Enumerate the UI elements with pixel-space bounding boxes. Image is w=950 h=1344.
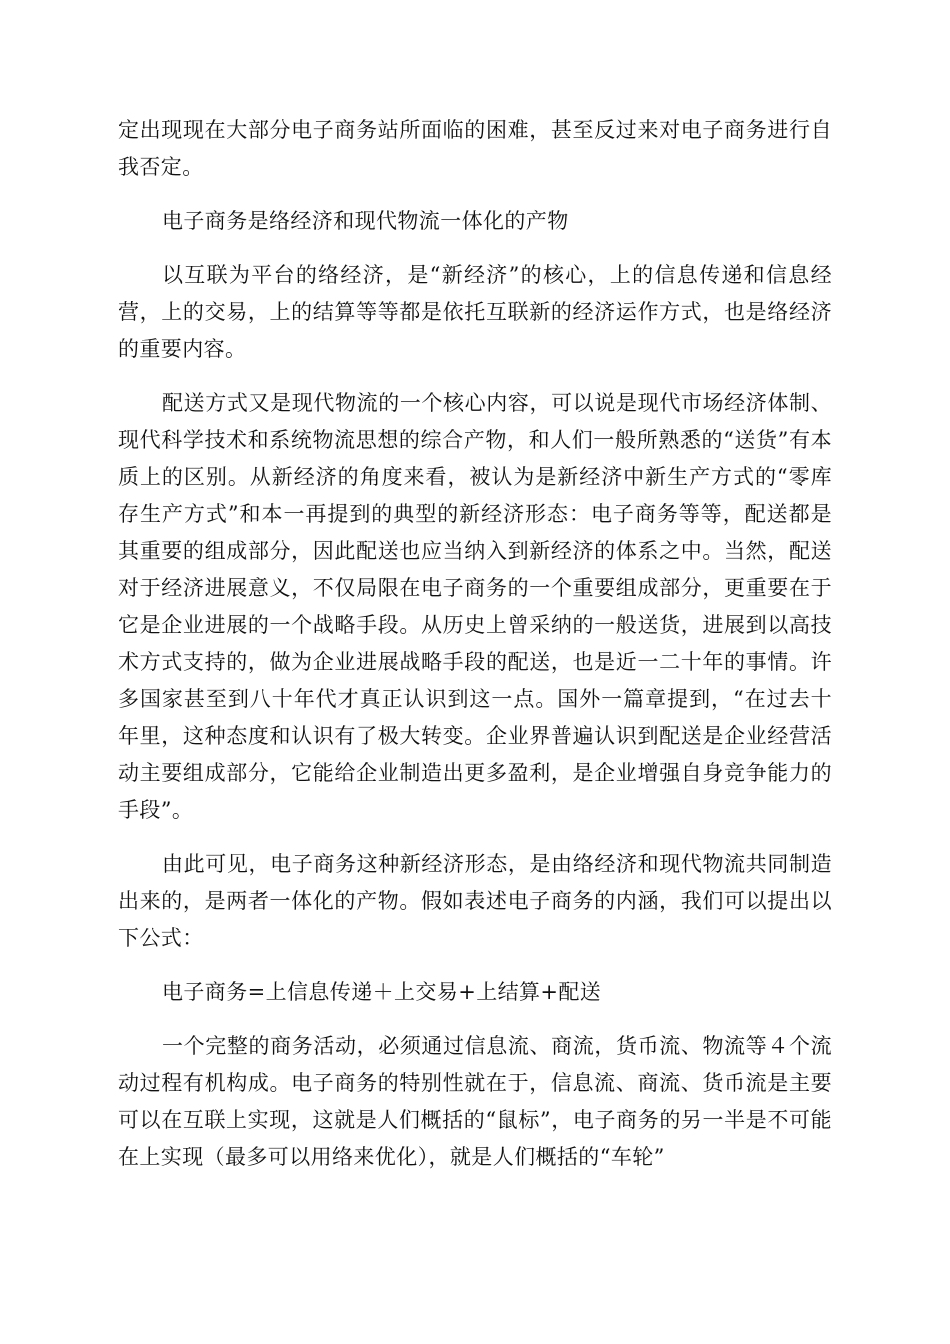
paragraph-commerce-flows: 一个完整的商务活动，必须通过信息流、商流，货币流、物流等４个流动过程有机构成。电子商务的特别性就在于，信息流、商流、货币流是主要可以在互联上实现，这就是人们概括的“鼠标”，电子商务的另一半是不可能在上实现（最多可以用络来优化），就是人们概括的“车轮” [118,1034,832,1169]
paragraph-conclusion: 由此可见，电子商务这种新经济形态，是由络经济和现代物流共同制造出来的，是两者一体化的产物。假如表述电子商务的内涵，我们可以提出以下公式： [118,852,832,950]
document-body [118,112,832,1193]
section-heading: 电子商务是络经济和现代物流一体化的产物 [162,209,569,233]
paragraph-network-economy: 以互联为平台的络经济，是“新经济”的核心，上的信息传递和信息经营，上的交易，上的结算等等都是依托互联新的经济运作方式，也是络经济的重要内容。 [118,263,832,361]
formula-line: 电子商务=上信息传递＋上交易+上结算+配送 [162,980,602,1004]
paragraph-continuation: 定出现现在大部分电子商务站所面临的困难，甚至反过来对电子商务进行自我否定。 [118,118,832,179]
paragraph-distribution: 配送方式又是现代物流的一个核心内容，可以说是现代市场经济体制、现代科学技术和系统物流思想的综合产物，和人们一般所熟悉的“送货”有本质上的区别。从新经济的角度来看，被认为是新经济中新生产方式的“零库存生产方式”和本一再提到的典型的新经济形态：电子商务等等，配送都是其重要的组成部分，因此配送也应当纳入到新经济的体系之中。当然，配送对于经济进展意义，不仅局限在电子商务的一个重要组成部分，更重要在于它是企业进展的一个战略手段。从历史上曾采纳的一般送货，进展到以高技术方式支持的，做为企业进展战略手段的配送，也是近一二十年的事情。许多国家甚至到八十年代才真正认识到这一点。国外一篇章提到，“在过去十年里，这种态度和认识有了极大转变。企业界普遍认识到配送是企业经营活动主要组成部分，它能给企业制造出更多盈利，是企业增强自身竞争能力的手段”。 [118,391,832,822]
